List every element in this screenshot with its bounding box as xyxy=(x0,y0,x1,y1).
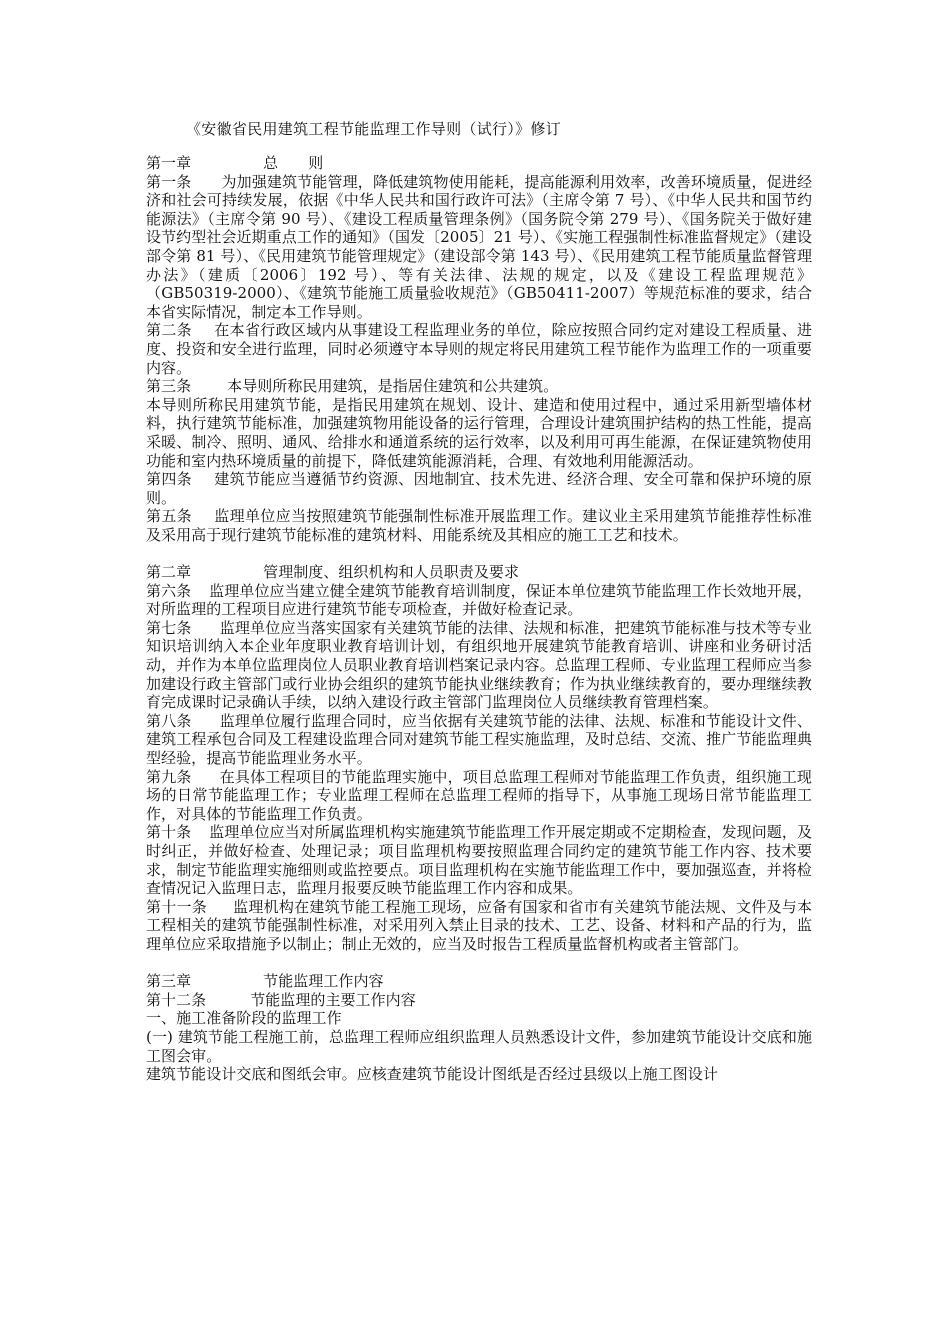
article xyxy=(146,582,812,619)
document-body xyxy=(146,154,812,1084)
article xyxy=(146,991,812,1010)
article-number: 第三条 xyxy=(146,377,192,396)
article xyxy=(146,712,812,768)
article-text: 监理单位应当建立健全建筑节能教育培训制度，保证本单位建筑节能监理工作长效地开展，对所监理的工程项目应进行建筑节能专项检查，并做好检查记录。 xyxy=(146,581,812,619)
article-number: 第十条 xyxy=(146,823,192,842)
article-text: 在具体工程项目的节能监理实施中，项目总监理工程师对节能监理工作负责，组织施工现场的日常节能监理工作；专业监理工程师在总监理工程师的指导下，从事施工现场日常节能监理工作，对具体的节能监理工作负责。 xyxy=(146,767,812,823)
article xyxy=(146,823,812,897)
chapter-title: 总 则 xyxy=(263,154,324,172)
article-number: 第十二条 xyxy=(146,990,207,1009)
paragraph: 本导则所称民用建筑节能，是指民用建筑在规划、设计、建造和使用过程中，通过采用新型墙体材料，执行建筑节能标准，加强建筑物用能设备的运行管理，合理设计建筑围护结构的热工性能，提高采暖、制冷、照明、通风、给排水和通道系统的运行效率，以及利用可再生能源，在保证建筑物使用功能和室内热环境质量的前提下，降低建筑能源消耗，合理、有效地利用能源活动。 xyxy=(146,395,812,470)
chapter-heading xyxy=(146,563,812,582)
article xyxy=(146,898,812,954)
article xyxy=(146,321,812,377)
article-text: 监理单位应当落实国家有关建筑节能的法律、法规和标准，把建筑节能标准与技术等专业知识培训纳入本企业年度职业教育培训计划，有组织地开展建筑节能教育培训、讲座和业务研讨活动，并作为本单位监理岗位人员职业教育培训档案记录内容。总监理工程师、专业监理工程师应当参加建设行政主管部门或行业协会组织的建筑节能执业继续教育；作为执业继续教育的，要办理继续教育完成课时记录确认手续，以纳入建设行政主管部门监理岗位人员继续教育管理档案。 xyxy=(146,618,812,712)
article-number: 第七条 xyxy=(146,618,192,637)
article-text: 在本省行政区域内从事建设工程监理业务的单位，除应按照合同约定对建设工程质量、进度、投资和安全进行监理，同时必须遵守本导则的规定将民用建筑工程节能作为监理工作的一项重要内容。 xyxy=(146,321,812,377)
chapter-title: 节能监理工作内容 xyxy=(263,972,384,991)
chapter-title: 管理制度、组织机构和人员职责及要求 xyxy=(263,563,520,582)
paragraph: 建筑节能设计交底和图纸会审。应核查建筑节能设计图纸是否经过县级以上施工图设计 xyxy=(146,1065,718,1084)
article xyxy=(146,173,812,322)
article-number: 第六条 xyxy=(146,581,192,600)
article-number: 第十一条 xyxy=(146,897,207,916)
chapter-heading xyxy=(146,154,812,173)
article-number: 第八条 xyxy=(146,711,192,730)
article-text: 监理单位应当对所属监理机构实施建筑节能监理工作开展定期或不定期检查，发现问题，及时纠正，并做好检查、处理记录；项目监理机构要按照监理合同约定的建筑节能工作内容、技术要求，制定节能监理实施细则或监控要点。项目监理机构在实施节能监理工作中，要加强巡查，并将检查情况记入监理日志，监理月报要反映节能监理工作内容和成果。 xyxy=(146,823,812,898)
article-text: 监理机构在建筑节能工程施工现场，应备有国家和省市有关建筑节能法规、文件及与本工程相关的建筑节能强制性标准，对采用列入禁止目录的技术、工艺、设备、材料和产品的行为，监理单位应采取措施予以制止；制止无效的，应当及时报告工程质量监督机构或者主管部门。 xyxy=(146,897,812,953)
article-text: 监理单位应当按照建筑节能强制性标准开展监理工作。建议业主采用建筑节能推荐性标准及采用高于现行建筑节能标准的建筑材料、用能系统及其相应的施工工艺和技术。 xyxy=(146,507,812,544)
article xyxy=(146,768,812,824)
chapter-heading xyxy=(146,972,812,991)
chapter-number: 第三章 xyxy=(146,972,192,991)
article-number: 第五条 xyxy=(146,507,192,526)
article-number: 第二条 xyxy=(146,321,192,340)
article xyxy=(146,507,812,544)
article-text: 本导则所称民用建筑，是指居住建筑和公共建筑。 xyxy=(227,377,559,396)
article-title: 节能监理的主要工作内容 xyxy=(250,990,416,1009)
article-number: 第九条 xyxy=(146,767,192,786)
article-text: 建筑节能应当遵循节约资源、因地制宜、技术先进、经济合理、安全可靠和保护环境的原则。 xyxy=(146,470,812,507)
chapter-number: 第二章 xyxy=(146,563,192,582)
article-number: 第一条 xyxy=(146,172,192,191)
section-heading: 一、施工准备阶段的监理工作 xyxy=(146,1009,342,1028)
paragraph: (一) 建筑节能工程施工前，总监理工程师应组织监理人员熟悉设计文件，参加建筑节能设计交底和施工图会审。 xyxy=(146,1027,812,1065)
article xyxy=(146,470,812,507)
article xyxy=(146,619,812,712)
article-number: 第四条 xyxy=(146,470,192,489)
document-title: 《安徽省民用建筑工程节能监理工作导则（试行）》修订 xyxy=(186,120,562,138)
article xyxy=(146,377,812,396)
article-text: 为加强建筑节能管理，降低建筑物使用能耗，提高能源利用效率，改善环境质量，促进经济和社会可持续发展，依据《中华人民共和国行政许可法》（主席令第 7 号）、《中华人民共和国节约能源法》（主席令第 90 号）、《建设工程质量管理条例》（国务院令第 279 号）、《国务院关于做好建设节约型社会近期重点工作的通知》（国发〔2005〕21 号）、《实施工程强制性标准监督规定》（建设部令第 81 号）、《民用建筑节能管理规定》（建设部令第 143 号）、《民用建筑工程节能质量监督管理办法》（建质〔2006〕192 号）、等有关法律、法规的规定，以及《建设工程监理规范》（GB50319-2000）、《建筑节能施工质量验收规范》（GB50411-2007）等规范标准的要求，结合本省实际情况，制定本工作导则。 xyxy=(146,172,812,321)
article-text: 监理单位履行监理合同时，应当依据有关建筑节能的法律、法规、标准和节能设计文件、建筑工程承包合同及工程建设监理合同对建筑节能工程实施监理，及时总结、交流、推广节能监理典型经验，提高节能监理业务水平。 xyxy=(146,711,812,767)
chapter-number: 第一章 xyxy=(146,154,192,172)
